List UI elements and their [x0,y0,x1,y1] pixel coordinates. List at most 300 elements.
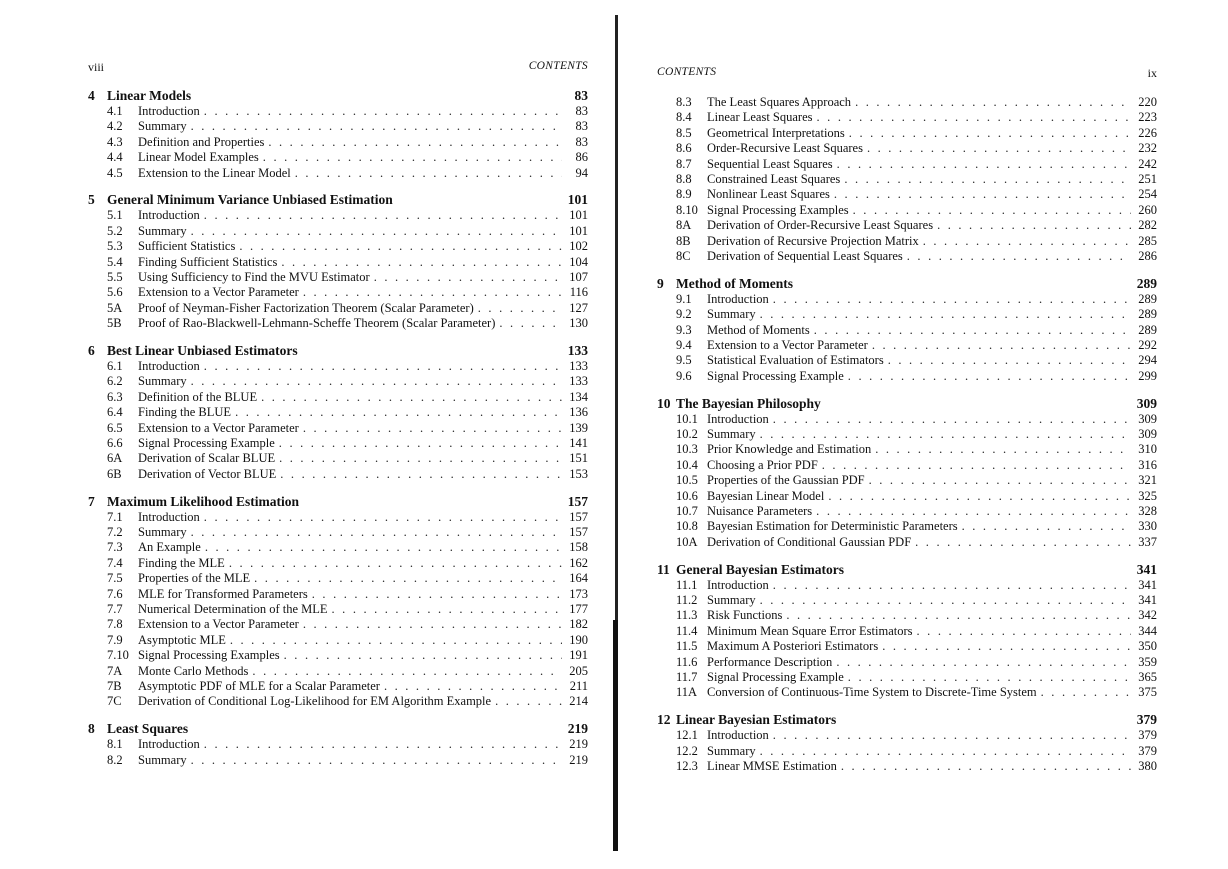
leader-dots [773,292,1131,307]
section-title: Maximum A Posteriori Estimators [707,639,879,654]
toc-chapter [657,562,1157,701]
section-title: Summary [138,752,187,767]
toc-entry [88,525,588,540]
section-number: 4.5 [107,165,123,180]
section-number: 5.6 [107,285,123,300]
section-page: 153 [569,466,588,481]
leader-dots [760,307,1131,322]
section-title: Prior Knowledge and Estimation [707,442,872,457]
section-title: Signal Processing Example [707,670,844,684]
toc-entry [657,535,1157,550]
chapter-page: 133 [567,343,588,359]
toc-entry [657,519,1157,534]
section-page: 139 [569,420,588,435]
section-number: 4.4 [107,150,123,165]
section-number: 7.3 [107,540,123,555]
toc-entry [657,624,1157,639]
leader-dots [816,504,1131,519]
book-spine-shadow [613,620,618,851]
leader-dots [760,593,1131,608]
section-number: 5.1 [107,208,123,223]
section-title: Derivation of Order-Recursive Least Squares [707,218,934,233]
section-page: 310 [1138,442,1157,457]
leader-dots [280,467,562,482]
section-number: 7.7 [107,602,123,617]
leader-dots [495,694,562,709]
toc-entry [88,359,588,374]
section-title: Sufficient Statistics [138,239,236,254]
section-number: 6B [107,466,122,481]
section-page: 136 [569,405,588,420]
toc-chapter [88,721,588,768]
section-number: 10.2 [676,427,698,442]
leader-dots [263,150,562,165]
toc-entry [88,617,588,632]
section-number: 12.1 [676,728,698,743]
section-title: Properties of the Gaussian PDF [707,473,865,488]
section-title: Proof of Rao-Blackwell-Lehmann-Scheffe Theorem (Scalar Parameter) [138,316,496,331]
leader-dots [303,285,562,300]
section-number: 10.1 [676,411,698,426]
section-page: 205 [569,663,588,678]
chapter-title: Method of Moments [676,275,793,291]
toc-entry [657,670,1157,685]
toc-entry [88,150,588,165]
section-number: 9.1 [676,291,692,306]
section-page: 102 [569,239,588,254]
toc-entry [88,316,588,331]
section-number: 10.6 [676,488,698,503]
section-number: 8.9 [676,187,692,202]
leader-dots [837,157,1131,172]
toc-entry [88,255,588,270]
section-title: Geometrical Interpretations [707,125,845,140]
toc-entry [657,172,1157,187]
toc-chapter [657,396,1157,551]
section-number: 12.2 [676,743,698,758]
section-number: 10A [676,534,698,549]
toc-entry [657,187,1157,202]
toc-entry [657,307,1157,322]
toc-entry [88,679,588,694]
section-number: 8.4 [676,110,692,125]
leader-dots [303,617,562,632]
chapter-heading [88,721,588,737]
leader-dots [204,104,562,119]
section-page: 226 [1138,125,1157,140]
toc-entry [88,270,588,285]
section-page: 107 [569,270,588,285]
toc-entry [657,203,1157,218]
section-page: 219 [569,737,588,752]
running-title: CONTENTS [657,66,717,78]
leader-dots [268,135,562,150]
section-title: Asymptotic MLE [138,632,226,647]
section-title: Statistical Evaluation of Estimators [707,353,884,368]
chapter-number: 10 [657,395,671,411]
toc-chapter [88,343,588,482]
section-page: 292 [1138,337,1157,352]
section-title: Extension to a Vector Parameter [138,285,299,300]
section-title: Derivation of Vector BLUE [138,466,277,481]
section-page: 251 [1138,171,1157,186]
section-page: 359 [1138,654,1157,669]
leader-dots [853,203,1131,218]
section-title: Extension to a Vector Parameter [707,337,868,352]
section-page: 127 [569,300,588,315]
leader-dots [841,759,1131,774]
section-number: 6.6 [107,436,123,451]
section-number: 9.2 [676,307,692,322]
section-title: Bayesian Estimation for Deterministic Parameters [707,519,958,534]
section-number: 6.2 [107,374,123,389]
leader-dots [760,427,1131,442]
section-page: 289 [1138,291,1157,306]
section-title: Signal Processing Examples [707,202,849,217]
section-title: Bayesian Linear Model [707,488,825,503]
toc-entry [657,489,1157,504]
section-title: Minimum Mean Square Error Estimators [707,623,913,638]
section-title: Finding Sufficient Statistics [138,254,278,269]
chapter-number: 4 [88,88,95,103]
toc-entry [88,224,588,239]
section-number: 7.8 [107,617,123,632]
leader-dots [834,187,1131,202]
section-page: 285 [1138,233,1157,248]
toc-entry [657,608,1157,623]
toc-entry [657,141,1157,156]
leader-dots [191,224,562,239]
chapter-page: 157 [567,493,588,509]
section-page: 182 [569,617,588,632]
section-page: 157 [569,525,588,540]
section-page: 379 [1138,743,1157,758]
toc-chapter [657,276,1157,384]
section-title: Nuisance Parameters [707,503,813,518]
chapter-page: 379 [1136,712,1157,728]
leader-dots [786,608,1131,623]
section-title: Performance Description [707,654,833,669]
section-title: Linear MMSE Estimation [707,759,837,774]
section-number: 7.10 [107,648,129,663]
section-number: 6.1 [107,359,123,374]
chapter-number: 11 [657,561,670,577]
toc-entry [88,648,588,663]
toc-chapter [88,88,588,181]
toc-list [88,88,588,780]
leader-dots [204,737,562,752]
section-title: Signal Processing Examples [138,648,280,663]
section-number: 8.1 [107,737,123,752]
section-page: 190 [569,632,588,647]
section-title: Sequential Least Squares [707,156,833,171]
section-page: 116 [569,285,588,300]
section-page: 289 [1138,322,1157,337]
section-number: 11.6 [676,654,698,669]
section-page: 282 [1138,218,1157,233]
chapter-page: 83 [574,88,588,103]
chapter-title: General Minimum Variance Unbiased Estimation [107,192,393,208]
section-page: 321 [1138,473,1157,488]
toc-entry [88,664,588,679]
leader-dots [836,655,1131,670]
section-number: 9.4 [676,337,692,352]
chapter-heading [657,562,1157,578]
section-page: 133 [569,374,588,389]
section-number: 10.3 [676,442,698,457]
toc-entry [657,234,1157,249]
toc-entry [88,510,588,525]
toc-entry [88,436,588,451]
leader-dots [254,571,562,586]
section-number: 8.8 [676,171,692,186]
section-number: 11.4 [676,623,698,638]
section-title: Extension to a Vector Parameter [138,420,299,435]
section-number: 9.5 [676,353,692,368]
leader-dots [374,270,562,285]
section-page: 260 [1138,202,1157,217]
section-title: Constrained Least Squares [707,171,841,186]
toc-entry [657,458,1157,473]
section-title: Linear Least Squares [707,110,813,125]
chapter-number: 9 [657,275,664,291]
section-number: 11A [676,685,698,700]
section-number: 11.2 [676,593,698,608]
leader-dots [239,239,562,254]
section-title: Summary [707,743,756,758]
section-title: Introduction [138,509,200,524]
leader-dots [284,648,562,663]
chapter-heading [88,192,588,208]
section-page: 219 [569,752,588,767]
section-page: 151 [569,451,588,466]
leader-dots [230,633,562,648]
toc-entry [88,571,588,586]
toc-list [657,95,1157,786]
toc-entry [88,285,588,300]
leader-dots [848,369,1131,384]
toc-entry [88,587,588,602]
toc-entry [657,685,1157,700]
section-number: 10.7 [676,503,698,518]
section-title: Summary [138,223,187,238]
section-title: Introduction [138,208,200,223]
section-number: 5.2 [107,223,123,238]
leader-dots [204,359,562,374]
toc-entry [657,110,1157,125]
section-title: Definition of the BLUE [138,389,258,404]
leader-dots [279,451,562,466]
toc-entry [657,639,1157,654]
section-page: 309 [1138,411,1157,426]
toc-entry [88,633,588,648]
section-page: 309 [1138,427,1157,442]
section-number: 9.3 [676,322,692,337]
leader-dots [917,624,1131,639]
section-page: 328 [1138,503,1157,518]
toc-entry [88,390,588,405]
leader-dots [205,540,562,555]
section-title: Nonlinear Least Squares [707,187,830,202]
chapter-number: 7 [88,493,95,509]
leader-dots [773,728,1131,743]
chapter-title: The Bayesian Philosophy [676,395,821,411]
section-number: 11.1 [676,577,698,592]
page-number: viii [88,60,105,74]
leader-dots [915,535,1131,550]
toc-entry [657,292,1157,307]
toc-entry [88,540,588,555]
toc-entry [88,239,588,254]
leader-dots [261,390,562,405]
section-number: 8B [676,233,691,248]
section-title: Finding the MLE [138,555,225,570]
toc-chapter [88,494,588,710]
section-title: The Least Squares Approach [707,95,852,109]
leader-dots [295,166,562,181]
toc-entry [657,249,1157,264]
toc-chapter [657,95,1157,264]
leader-dots [848,670,1131,685]
section-page: 337 [1138,534,1157,549]
leader-dots [191,525,562,540]
chapter-number: 5 [88,192,95,208]
leader-dots [773,412,1131,427]
toc-entry [657,744,1157,759]
section-number: 12.3 [676,759,698,774]
section-number: 5B [107,316,122,331]
toc-entry [88,374,588,389]
toc-chapter [657,712,1157,774]
section-title: Introduction [707,577,769,592]
chapter-title: Best Linear Unbiased Estimators [107,343,298,359]
leader-dots [907,249,1131,264]
section-title: Summary [707,593,756,608]
section-title: Signal Processing Example [138,436,275,451]
section-number: 7.6 [107,586,123,601]
section-title: Introduction [707,728,769,743]
section-page: 365 [1138,670,1157,684]
section-page: 164 [569,571,588,586]
section-page: 380 [1138,759,1157,774]
section-page: 220 [1138,95,1157,109]
section-number: 5.5 [107,270,123,285]
toc-entry [657,323,1157,338]
section-number: 7.1 [107,509,123,524]
leader-dots [773,578,1131,593]
toc-entry [88,694,588,709]
chapter-heading [88,88,588,104]
section-number: 7.2 [107,525,123,540]
section-title: Introduction [707,411,769,426]
section-title: An Example [138,540,201,555]
section-page: 294 [1138,353,1157,368]
toc-entry [657,157,1157,172]
section-page: 83 [575,134,588,149]
section-page: 157 [569,509,588,524]
section-title: Summary [138,119,187,134]
chapter-heading [657,276,1157,292]
toc-entry [657,655,1157,670]
section-page: 342 [1138,608,1157,623]
section-number: 9.6 [676,368,692,383]
leader-dots [384,679,562,694]
section-title: Extension to the Linear Model [138,165,291,180]
leader-dots [279,436,562,451]
section-title: Extension to a Vector Parameter [138,617,299,632]
section-page: 289 [1138,307,1157,322]
section-title: Derivation of Scalar BLUE [138,451,276,466]
chapter-heading [88,343,588,359]
section-page: 101 [569,223,588,238]
section-title: Introduction [707,291,769,306]
toc-entry [657,412,1157,427]
section-number: 6.3 [107,389,123,404]
section-title: Conversion of Continuous-Time System to Discrete-Time System [707,685,1037,700]
section-title: MLE for Transformed Parameters [138,586,308,601]
section-number: 7C [107,694,122,709]
section-number: 6.5 [107,420,123,435]
toc-entry [88,119,588,134]
leader-dots [760,744,1131,759]
section-page: 141 [569,436,588,451]
section-title: Choosing a Prior PDF [707,457,818,472]
leader-dots [923,234,1131,249]
leader-dots [191,119,562,134]
section-page: 104 [569,254,588,269]
section-page: 130 [569,316,588,331]
section-page: 173 [569,586,588,601]
section-number: 8C [676,248,691,263]
leader-dots [1041,685,1131,700]
section-page: 133 [569,359,588,374]
section-number: 11.5 [676,639,698,654]
toc-entry [88,208,588,223]
section-number: 5.4 [107,254,123,269]
leader-dots [888,353,1131,368]
section-title: Order-Recursive Least Squares [707,141,863,156]
section-title: Introduction [138,737,200,752]
chapter-number: 8 [88,721,95,737]
toc-entry [88,135,588,150]
toc-entry [657,369,1157,384]
toc-entry [657,126,1157,141]
section-page: 162 [569,555,588,570]
chapter-title: Maximum Likelihood Estimation [107,493,300,509]
leader-dots [822,458,1131,473]
section-page: 134 [569,389,588,404]
toc-entry [88,602,588,617]
section-page: 341 [1138,593,1157,608]
section-number: 8.3 [676,95,692,109]
section-page: 211 [569,679,588,693]
section-number: 8.10 [676,202,698,217]
section-title: Method of Moments [707,322,810,337]
section-title: Definition and Properties [138,134,265,149]
leader-dots [855,95,1131,110]
leader-dots [872,338,1131,353]
section-title: Finding the BLUE [138,405,232,420]
leader-dots [882,639,1131,654]
toc-entry [88,301,588,316]
toc-entry [657,504,1157,519]
leader-dots [191,374,562,389]
leader-dots [204,208,562,223]
section-title: Derivation of Conditional Gaussian PDF [707,534,912,549]
page-number: ix [1147,66,1157,80]
toc-entry [657,728,1157,743]
leader-dots [869,473,1131,488]
